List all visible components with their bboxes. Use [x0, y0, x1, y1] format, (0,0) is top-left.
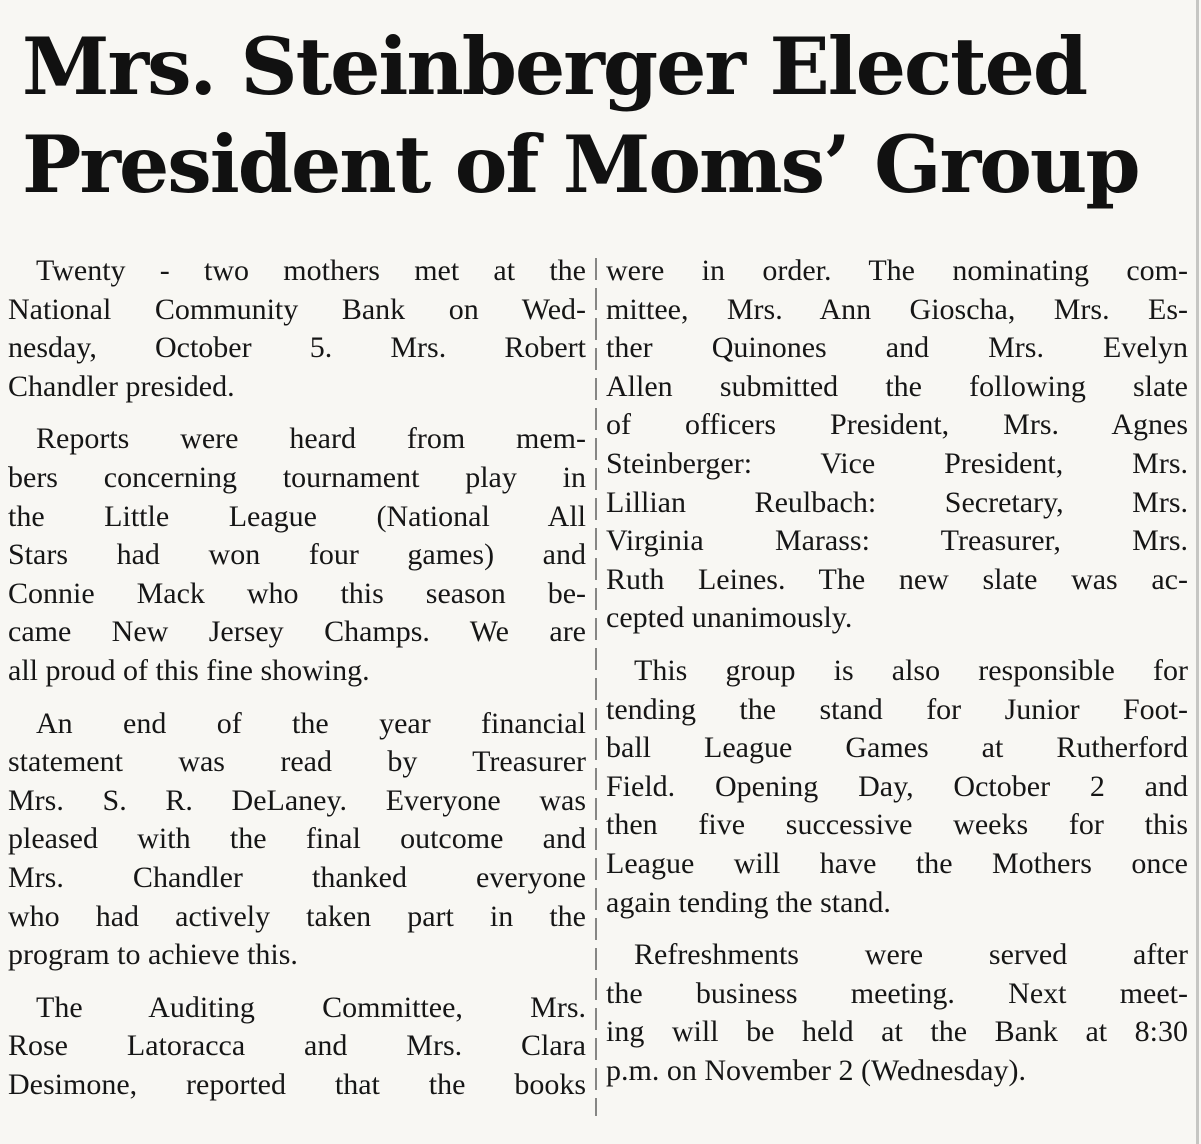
- text-line: Connie Mack who this season be-: [8, 576, 586, 610]
- text-line: This group is also responsible for: [634, 653, 1188, 687]
- text-line: nesday, October 5. Mrs. Robert: [8, 331, 586, 365]
- text-line: the Little League (National All: [8, 499, 586, 533]
- text-line: p.m. on November 2 (Wednesday).: [606, 1053, 1026, 1087]
- text-line: ther Quinones and Mrs. Evelyn: [606, 331, 1188, 365]
- left-column: [8, 252, 586, 1118]
- text-line: mittee, Mrs. Ann Gioscha, Mrs. Es-: [606, 292, 1188, 326]
- text-line: Rose Latoracca and Mrs. Clara: [8, 1029, 586, 1063]
- text-line: Lillian Reulbach: Secretary, Mrs.: [606, 485, 1188, 519]
- text-line: again tending the stand.: [606, 885, 891, 919]
- right-column: [606, 252, 1188, 1104]
- headline-line-1: Mrs. Steinberger Elected: [22, 20, 1087, 113]
- text-line: all proud of this fine showing.: [8, 653, 370, 687]
- text-line: Steinberger: Vice President, Mrs.: [606, 446, 1188, 480]
- text-line: An end of the year financial: [36, 706, 586, 740]
- text-line: of officers President, Mrs. Agnes: [606, 408, 1188, 442]
- text-line: Ruth Leines. The new slate was ac-: [606, 562, 1188, 596]
- text-line: Desimone, reported that the books: [8, 1067, 586, 1101]
- paragraph: [606, 936, 1188, 1090]
- text-line: ing will be held at the Bank at 8:30: [606, 1015, 1188, 1049]
- text-line: Chandler presided.: [8, 369, 235, 403]
- text-line: were in order. The nominating com-: [606, 254, 1188, 287]
- paragraph: [606, 652, 1188, 922]
- paragraph: [8, 252, 586, 406]
- text-line: came New Jersey Champs. We are: [8, 615, 586, 649]
- text-line: The Auditing Committee, Mrs.: [36, 990, 586, 1024]
- column-divider: [595, 258, 597, 1116]
- text-line: the business meeting. Next meet-: [606, 976, 1188, 1010]
- text-line: then five successive weeks for this: [606, 808, 1188, 842]
- text-line: Mrs. S. R. DeLaney. Everyone was: [8, 783, 586, 817]
- text-line: ball League Games at Rutherford: [606, 731, 1188, 765]
- paragraph: [8, 420, 586, 690]
- headline: [22, 18, 1162, 214]
- text-line: Mrs. Chandler thanked everyone: [8, 860, 586, 894]
- text-line: Virginia Marass: Treasurer, Mrs.: [606, 524, 1188, 558]
- headline-line-2: President of Moms’ Group: [22, 118, 1139, 211]
- paragraph: [606, 252, 1188, 638]
- paragraph: [8, 705, 586, 975]
- text-line: Allen submitted the following slate: [606, 369, 1188, 403]
- text-line: bers concerning tournament play in: [8, 460, 586, 494]
- text-line: who had actively taken part in the: [8, 899, 586, 933]
- text-line: Stars had won four games) and: [8, 538, 586, 572]
- text-line: Refreshments were served after: [634, 938, 1188, 972]
- text-line: Field. Opening Day, October 2 and: [606, 769, 1188, 803]
- text-line: League will have the Mothers once: [606, 846, 1188, 880]
- clipping-edge: [1196, 0, 1199, 1144]
- text-line: pleased with the final outcome and: [8, 822, 586, 856]
- text-line: Twenty - two mothers met at the: [36, 254, 586, 287]
- text-line: program to achieve this.: [8, 938, 298, 972]
- text-line: National Community Bank on Wed-: [8, 292, 586, 326]
- text-line: statement was read by Treasurer: [8, 745, 586, 779]
- text-line: cepted unanimously.: [606, 601, 853, 635]
- paragraph: [8, 989, 586, 1105]
- text-line: Reports were heard from mem-: [36, 422, 586, 456]
- text-line: tending the stand for Junior Foot-: [606, 692, 1188, 726]
